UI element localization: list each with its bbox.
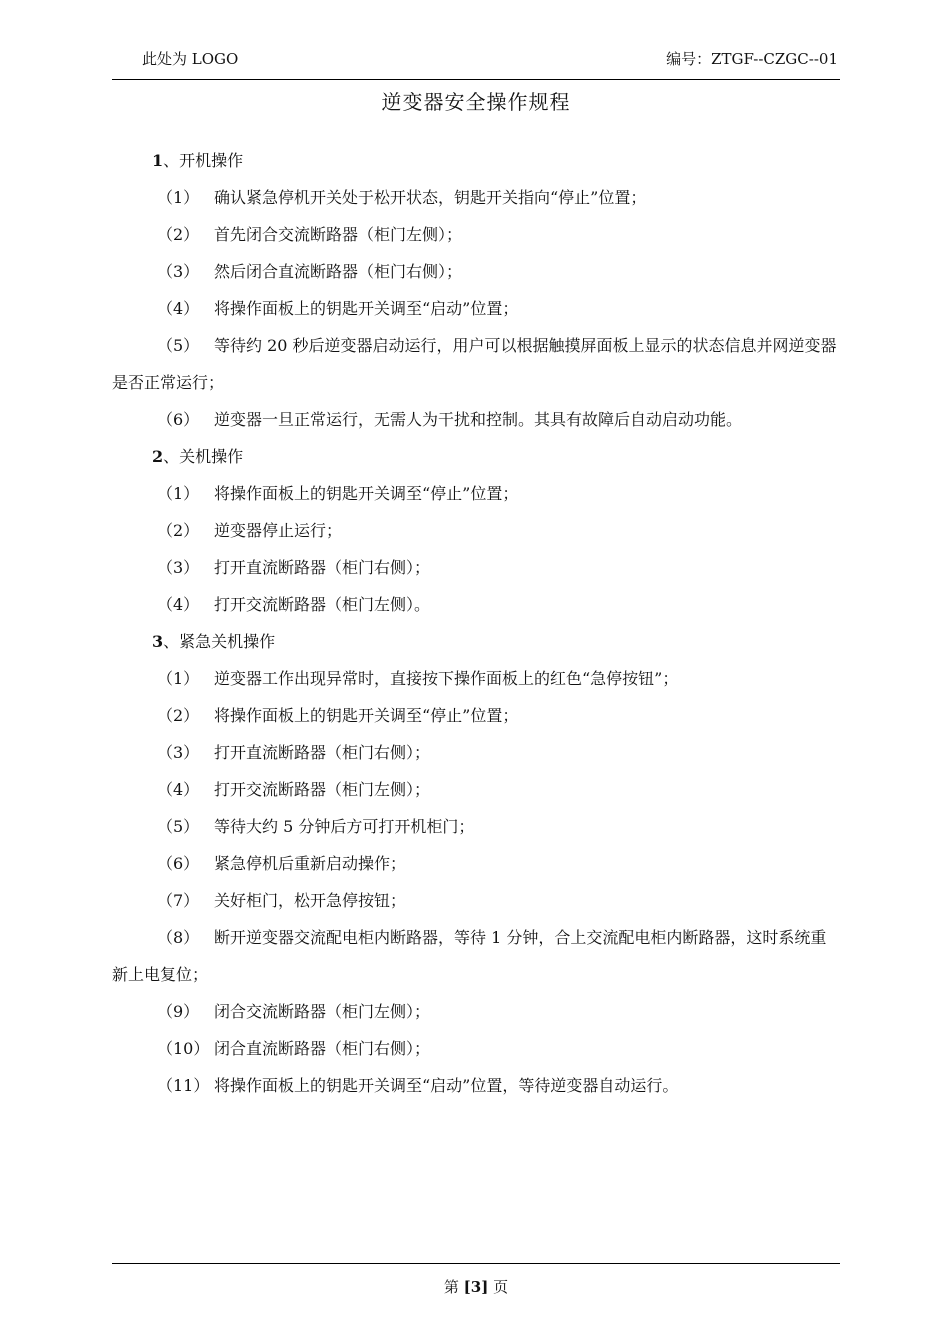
list-item: （9） 闭合交流断路器（柜门左侧）； (157, 1002, 431, 1021)
section-title-emergency-shutdown: 3、紧急关机操作 (152, 632, 276, 651)
section-title-startup: 1、开机操作 (152, 151, 244, 170)
list-item: （6） 紧急停机后重新启动操作； (157, 854, 407, 873)
list-item: （6） 逆变器一旦正常运行，无需人为干扰和控制。其具有故障后自动启动功能。 (157, 410, 743, 429)
document-body (112, 142, 840, 1104)
list-item: （3） 打开直流断路器（柜门右侧）； (157, 743, 431, 762)
list-item: （8） 断开逆变器交流配电柜内断路器，等待 1 分钟，合上交流配电柜内断路器，这时系统重新上电复位； (112, 928, 827, 984)
footer-divider (112, 1263, 840, 1264)
list-item: （5） 等待大约 5 分钟后方可打开机柜门； (157, 817, 475, 836)
list-item: （10） 闭合直流断路器（柜门右侧）； (157, 1039, 431, 1058)
list-item: （3） 打开直流断路器（柜门右侧）； (157, 558, 431, 577)
list-item: （3） 然后闭合直流断路器（柜门右侧）； (157, 262, 463, 281)
list-item: （1） 逆变器工作出现异常时，直接按下操作面板上的红色“急停按钮”； (157, 669, 679, 688)
list-item: （7） 关好柜门，松开急停按钮； (157, 891, 407, 910)
document-code: 编号：ZTGF--CZGC--01 (666, 50, 838, 68)
list-item: （2） 首先闭合交流断路器（柜门左侧）； (157, 225, 463, 244)
page-number: [3] (463, 1278, 489, 1296)
list-item: （1） 确认紧急停机开关处于松开状态，钥匙开关指向“停止”位置； (157, 188, 647, 207)
page-header (112, 44, 840, 80)
list-item: （1） 将操作面板上的钥匙开关调至“停止”位置； (157, 484, 519, 503)
list-item: （4） 将操作面板上的钥匙开关调至“启动”位置； (157, 299, 519, 318)
logo-placeholder: 此处为 LOGO (142, 50, 239, 68)
list-item: （2） 逆变器停止运行； (157, 521, 343, 540)
list-item: （4） 打开交流断路器（柜门左侧）； (157, 780, 431, 799)
list-item: （2） 将操作面板上的钥匙开关调至“停止”位置； (157, 706, 519, 725)
list-item: （5） 等待约 20 秒后逆变器启动运行，用户可以根据触摸屏面板上显示的状态信息并网逆变器是否正常运行； (112, 336, 837, 392)
page-footer: 第 [3] 页 (443, 1278, 509, 1296)
section-title-shutdown: 2、关机操作 (152, 447, 244, 466)
list-item: （4） 打开交流断路器（柜门左侧）。 (157, 595, 431, 614)
document-title: 逆变器安全操作规程 (381, 90, 571, 114)
list-item: （11） 将操作面板上的钥匙开关调至“启动”位置，等待逆变器自动运行。 (157, 1076, 679, 1095)
